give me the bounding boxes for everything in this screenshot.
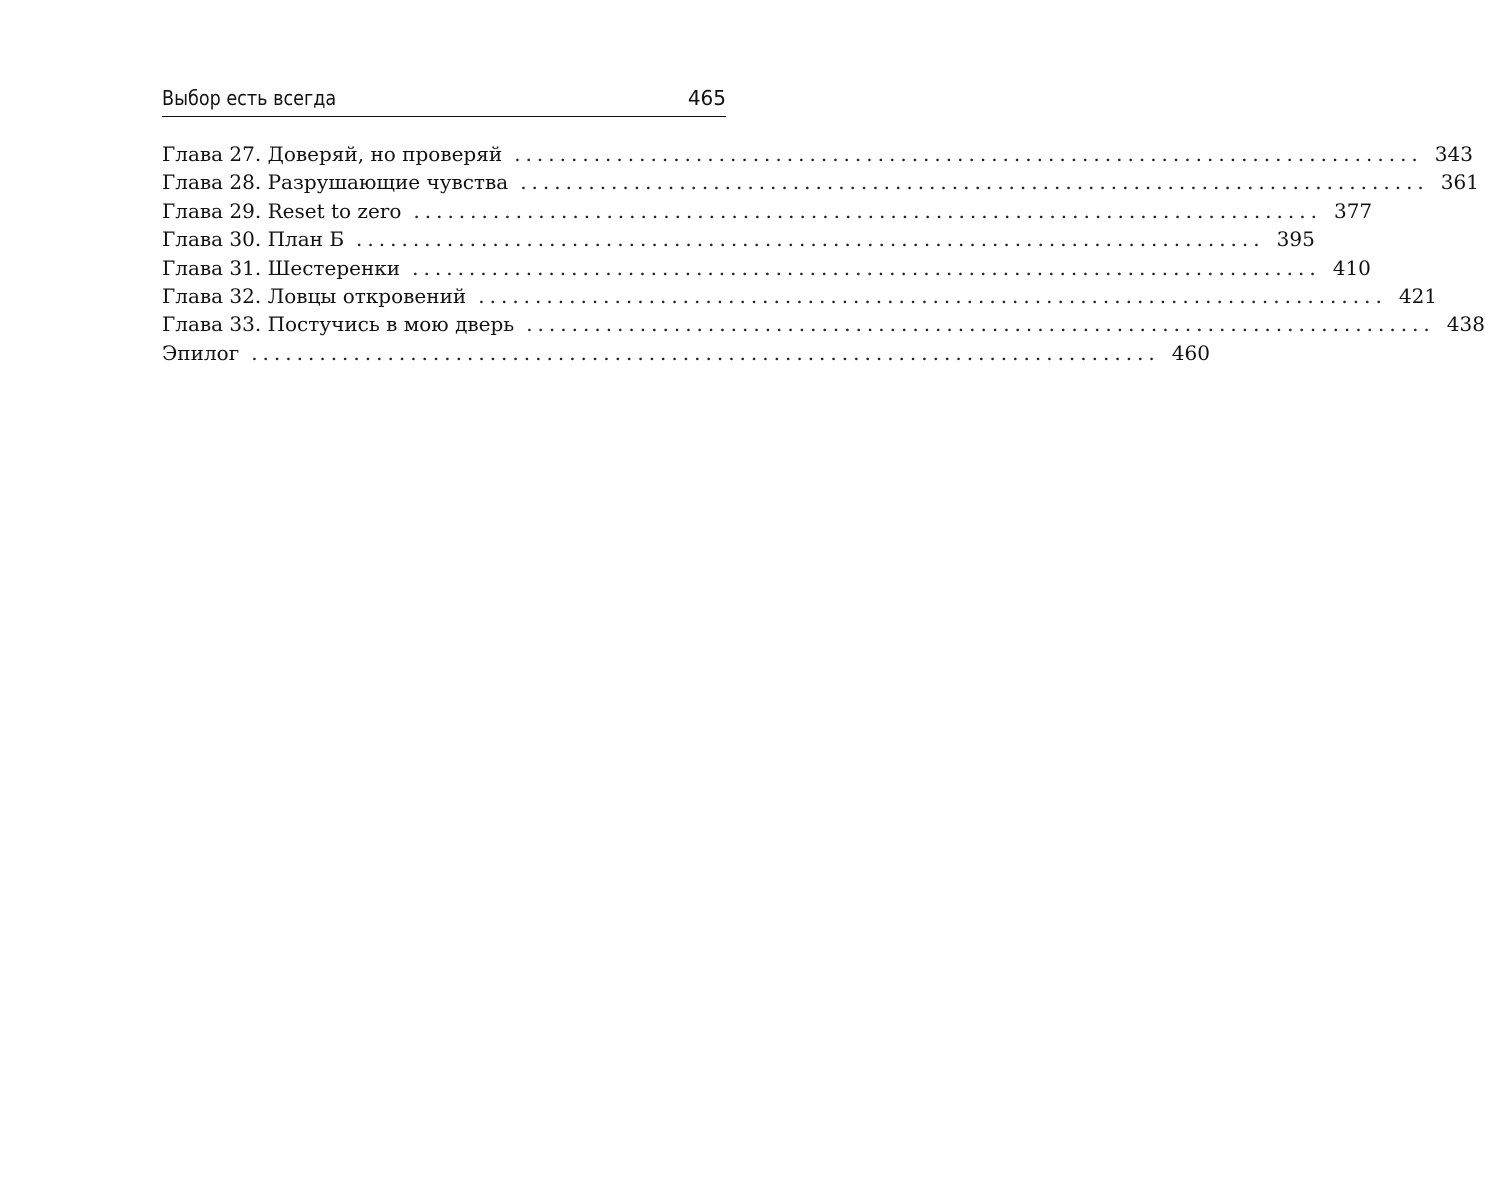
toc-entry[interactable] [162,197,1373,225]
toc-entry[interactable] [162,225,1315,253]
toc-entry-title: Глава 28. Разрушающие чувства [162,170,509,195]
dot-leader: ................................................................................ [478,283,1387,308]
toc-entry-title: Глава 32. Ловцы откровений [162,283,467,308]
dot-leader: ................................................................................ [413,198,1322,223]
running-header [162,84,726,117]
toc-entry-title: Глава 30. План Б [162,227,345,252]
dot-leader: ................................................................................ [412,255,1321,280]
dot-leader: ................................................................................ [251,340,1160,365]
toc-entry[interactable] [162,339,1210,367]
toc-entry[interactable] [162,168,1479,196]
toc-entry[interactable] [162,254,1371,282]
toc-entry-title: Глава 27. Доверяй, но проверяй [162,142,503,166]
toc-entry-page: 343 [1434,142,1473,166]
toc-entry-page: 421 [1398,283,1438,308]
toc-entry-title: Глава 31. Шестеренки [162,255,401,280]
toc-entry-page: 438 [1446,312,1485,337]
toc-entry[interactable] [162,140,1473,168]
toc-entry[interactable] [162,282,1438,310]
toc-entry-page: 395 [1276,227,1315,252]
toc-entry-page: 460 [1171,340,1210,365]
dot-leader: ................................................................................ [356,227,1265,252]
toc-entry-title: Эпилог [162,340,240,365]
dot-leader: ................................................................................ [514,142,1423,166]
toc-entry[interactable] [162,310,1485,338]
toc-entry-page: 361 [1440,170,1479,195]
dot-leader: ................................................................................ [520,170,1429,195]
book-title: Выбор есть всегда [162,86,337,110]
dot-leader: ................................................................................ [526,312,1435,337]
table-of-contents [162,140,1485,367]
toc-entry-page: 377 [1333,198,1373,223]
page-number: 465 [687,86,726,110]
toc-entry-title: Глава 29. Reset to zero [162,198,402,223]
toc-entry-title: Глава 33. Постучись в мою дверь [162,312,515,337]
toc-entry-page: 410 [1332,255,1371,280]
